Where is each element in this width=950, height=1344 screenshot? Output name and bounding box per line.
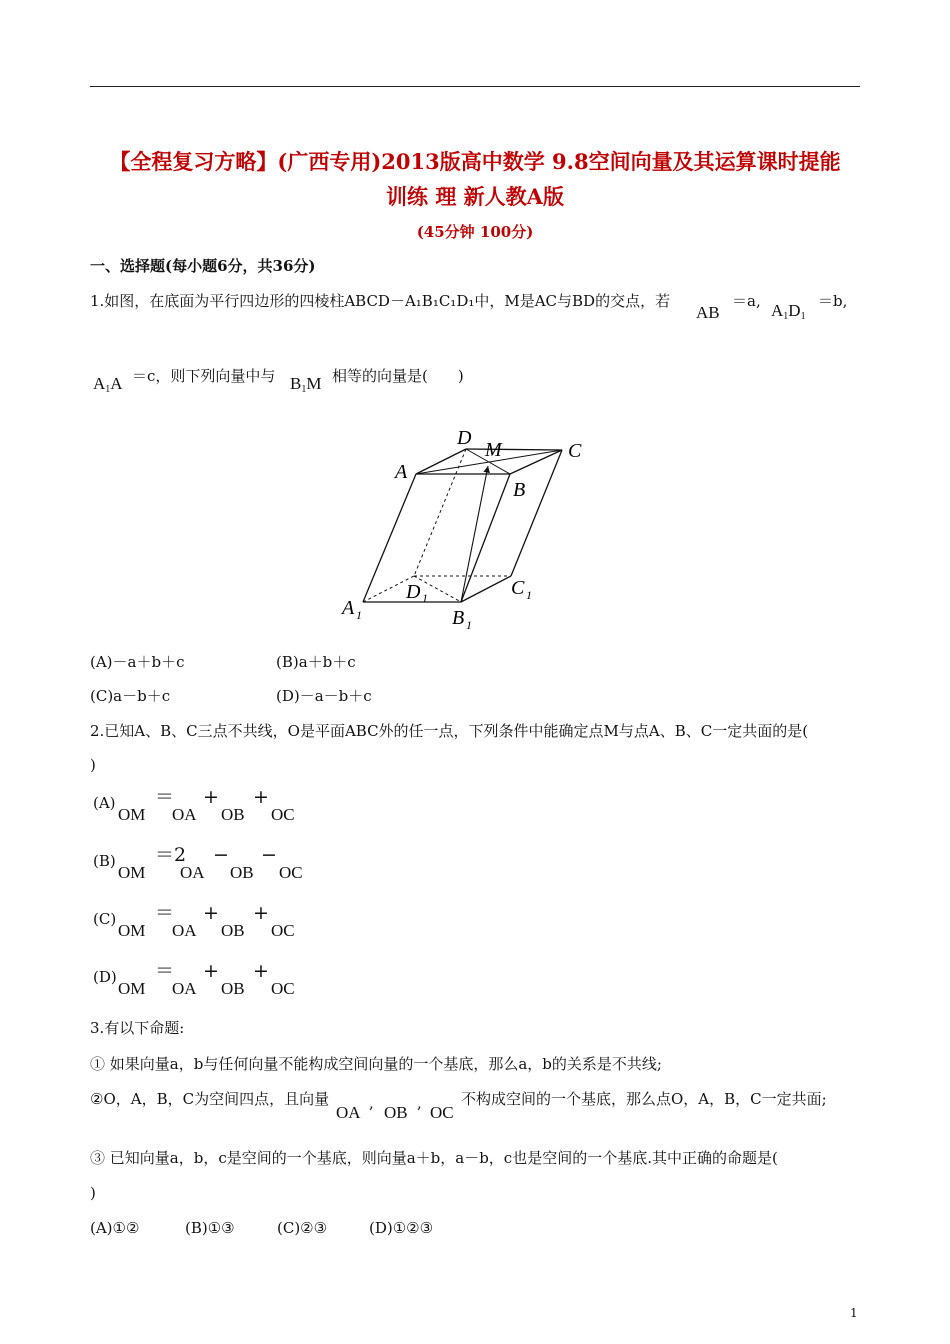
q1-option-c: (C)a－b＋c: [90, 687, 171, 705]
q3-vector-oa: OA: [336, 1103, 361, 1122]
q2b-vector-oa: OA: [180, 863, 205, 882]
edge-top-dc: [466, 449, 562, 450]
q2c-vector-oa: OA: [172, 921, 197, 940]
page-number: 1: [850, 1306, 858, 1320]
q2-stem-line1: 2.已知A、B、C三点不共线，O是平面ABC外的任一点，下列条件中能确定点M与点A、B、C一定共面的是(: [90, 722, 809, 740]
q2c-plus2: +: [253, 902, 269, 924]
q2c-equals: ＝: [155, 902, 175, 924]
q2b-equals-2: ＝2: [155, 844, 187, 866]
q2a-vector-om: OM: [118, 805, 146, 824]
q1-vector-a1a: $A_1A$: [93, 374, 123, 395]
q2-option-c-label: (C): [93, 910, 117, 928]
q2b-vector-oc: OC: [279, 863, 303, 882]
q1-stem-part1: 1.如图，在底面为平行四边形的四棱柱ABCD－A₁B₁C₁D₁中，M是AC与BD的交点，若: [90, 292, 671, 310]
q1-equals-c-text: ＝c，则下列向量中与: [132, 367, 276, 385]
label-m: M: [485, 439, 502, 461]
q1-equals-a: ＝a,: [732, 292, 761, 310]
q2a-plus1: +: [203, 786, 219, 808]
q2-stem-line2: ): [90, 756, 96, 774]
q1-stem-part2: 相等的向量是( ): [332, 367, 464, 385]
q2a-equals: ＝: [155, 786, 175, 808]
label-a1: A: [342, 597, 355, 619]
q1-option-a: (A)－a＋b＋c: [90, 653, 185, 671]
q1-option-b: (B)a＋b＋c: [276, 653, 356, 671]
edge-bb1: [461, 474, 510, 602]
label-a: A: [395, 461, 408, 483]
q2d-vector-ob: OB: [221, 979, 245, 998]
label-d1: D: [406, 581, 421, 603]
label-d: D: [457, 427, 472, 449]
label-c1-sub: 1: [526, 588, 532, 602]
q2a-vector-oa: OA: [172, 805, 197, 824]
q3-proposition-2-end: 不构成空间的一个基底，那么点O，A，B，C一定共面;: [461, 1090, 827, 1108]
q3-vector-oc: OC: [430, 1103, 454, 1122]
document-title-line2: 训练 理 新人教A版: [386, 184, 564, 209]
parallelepiped-figure: [330, 418, 610, 634]
q3-comma-2: ,: [417, 1094, 422, 1112]
q3-option-a: (A)①②: [90, 1219, 140, 1237]
q2-option-b-label: (B): [93, 852, 116, 870]
q3-option-b: (B)①③: [185, 1219, 235, 1237]
label-b1: B: [452, 607, 465, 629]
q1-option-d: (D)－a－b＋c: [276, 687, 372, 705]
q2a-vector-oc: OC: [271, 805, 295, 824]
q3-vector-ob: OB: [384, 1103, 408, 1122]
q1-vector-ab: AB: [696, 303, 720, 322]
q2b-vector-om: OM: [118, 863, 146, 882]
q2d-vector-oa: OA: [172, 979, 197, 998]
q2d-vector-om: OM: [118, 979, 146, 998]
q2a-vector-ob: OB: [221, 805, 245, 824]
vector-b1m-arrow: [461, 466, 488, 602]
q3-stem: 3.有以下命题:: [90, 1019, 185, 1037]
edge-cc1: [511, 450, 562, 576]
q2c-vector-oc: OC: [271, 921, 295, 940]
q2d-equals: ＝: [155, 960, 175, 982]
q3-proposition-3-line1: ③ 已知向量a，b，c是空间的一个基底，则向量a＋b，a－b，c也是空间的一个基底.其中正确的命题是(: [90, 1149, 778, 1167]
q2c-plus1: +: [203, 902, 219, 924]
label-a1-sub: 1: [356, 608, 362, 622]
q2c-vector-ob: OB: [221, 921, 245, 940]
q1-equals-b: ＝b,: [818, 292, 848, 310]
hidden-edge-dd1: [414, 449, 466, 576]
q2c-vector-om: OM: [118, 921, 146, 940]
q3-option-d: (D)①②③: [369, 1219, 434, 1237]
q3-comma-1: ,: [369, 1094, 374, 1112]
label-d1-sub: 1: [422, 591, 428, 605]
q3-proposition-2-start: ②O，A，B，C为空间四点，且向量: [90, 1090, 330, 1108]
label-b1-sub: 1: [466, 618, 472, 632]
q2d-plus2: +: [253, 960, 269, 982]
label-c: C: [568, 440, 582, 462]
q2d-plus1: +: [203, 960, 219, 982]
q2d-vector-oc: OC: [271, 979, 295, 998]
q2-option-d-label: (D): [93, 968, 117, 986]
q2b-minus2: −: [261, 844, 277, 866]
q2b-vector-ob: OB: [230, 863, 254, 882]
q2a-plus2: +: [253, 786, 269, 808]
time-and-score: (45分钟 100分): [416, 223, 534, 241]
q1-vector-a1d1: $A_1D_1$: [771, 301, 806, 322]
q3-option-c: (C)②③: [277, 1219, 328, 1237]
q3-proposition-1: ① 如果向量a，b与任何向量不能构成空间向量的一个基底，那么a，b的关系是不共线;: [90, 1055, 662, 1073]
q1-vector-b1m: $B_1M$: [290, 374, 322, 395]
edge-b1c1: [461, 576, 511, 602]
q3-proposition-3-line2: ): [90, 1184, 96, 1202]
label-c1: C: [511, 577, 525, 599]
q2-option-a-label: (A): [93, 794, 116, 812]
section-heading-choice: 一、选择题(每小题6分，共36分): [90, 257, 316, 275]
document-title-line1: 【全程复习方略】(广西专用)2013版高中数学 9.8空间向量及其运算课时提能: [109, 149, 841, 174]
q2b-minus1: −: [213, 844, 229, 866]
header-rule: [90, 86, 860, 87]
label-b: B: [513, 479, 526, 501]
